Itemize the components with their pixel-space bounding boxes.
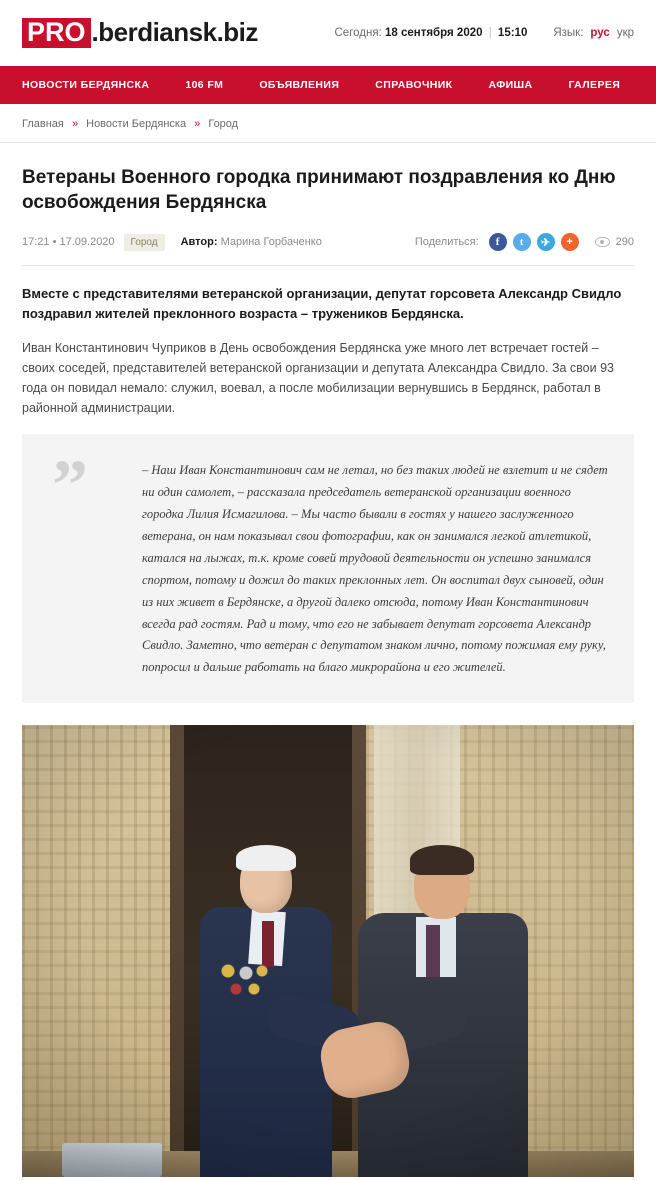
header-right bbox=[335, 27, 635, 39]
date-time-separator: | bbox=[488, 27, 492, 39]
view-counter bbox=[595, 236, 634, 248]
language-switcher[interactable] bbox=[553, 27, 634, 39]
nav-item-directory[interactable]: СПРАВОЧНИК bbox=[375, 79, 453, 91]
time-value: 15:10 bbox=[497, 27, 528, 39]
article-paragraph-1: Иван Константинович Чуприков в День освобождения Бердянска уже много лет встречает гостей – своих соседей, представителей ветеранской организации и депутата Александра Свидло. За свои 93 года он повидал немало: служил, воевал, а после мобилизации вернувшись в Бердянск, работал в районной администрации. bbox=[22, 341, 614, 416]
article-meta bbox=[22, 233, 634, 266]
breadcrumb bbox=[0, 104, 656, 143]
logo-domain-text: .berdiansk.biz bbox=[91, 17, 258, 47]
author-name: Марина Горбаченко bbox=[220, 236, 322, 249]
publish-datetime: 17:21 • 17.09.2020 bbox=[22, 236, 115, 249]
nav-item-gallery[interactable]: ГАЛЕРЕЯ bbox=[568, 79, 621, 91]
category-tag[interactable]: Город bbox=[124, 234, 165, 251]
twitter-share-icon[interactable]: t bbox=[513, 233, 531, 251]
quote-text: – Наш Иван Константинович сам не летал, но без таких людей не взлетит и не сядет ни один самолет, – рассказала председатель ветеранской организации военного городка Лилия Исмагилова. – Мы часто бывали в гостях у нашего заслуженного ветерана, он нам показывал свои фотографии, как он занимался легкой атлетикой, катался на лыжах, т.к. кроме совей трудовой деятельности он успешно занимался спортом, потому и дожил до таких преклонных лет. Он воспитал двух сыновей, один из них живет в Бердянске, а другой далеко отсюда, потому Иван Константинович всегда рад гостям. Рад и тому, что его не забывает депутат горсовета Александр Свидло. Заметно, что ветеран с депутатом знаком лично, потому пожимая ему руку, попросил и дальше работать на благо микрорайона и его жителей. bbox=[142, 463, 608, 675]
page-title: Ветераны Военного городка принимают поздравления ко Дню освобождения Бердянска bbox=[22, 167, 616, 214]
quote-mark-icon: ” bbox=[52, 445, 88, 526]
date-label: Сегодня: bbox=[334, 27, 382, 39]
article-lead: Вместе с представителями ветеранской организации, депутат горсовета Александр Свидло поздравил жителей преклонного возраста – тружеников Бердянска. bbox=[22, 286, 622, 322]
nav-item-ads[interactable]: ОБЪЯВЛЕНИЯ bbox=[259, 79, 340, 91]
date-value: 18 сентября 2020 bbox=[384, 27, 483, 39]
language-option-uk[interactable]: укр bbox=[616, 27, 634, 39]
more-share-icon[interactable]: + bbox=[561, 233, 579, 251]
article-photo bbox=[22, 725, 634, 1177]
current-date-block bbox=[335, 27, 528, 39]
main-navigation bbox=[0, 66, 656, 104]
photo-vignette bbox=[22, 725, 634, 1177]
pull-quote bbox=[22, 434, 634, 703]
breadcrumb-separator: » bbox=[194, 118, 201, 130]
article-author bbox=[181, 236, 322, 248]
author-label: Автор: bbox=[180, 236, 218, 249]
facebook-share-icon[interactable]: f bbox=[489, 233, 507, 251]
share-block bbox=[415, 233, 634, 251]
nav-item-afisha[interactable]: АФИША bbox=[488, 79, 533, 91]
logo-pro-mark: PRO bbox=[22, 18, 91, 48]
breadcrumb-item-home[interactable]: Главная bbox=[22, 118, 64, 130]
breadcrumb-item-news[interactable]: Новости Бердянска bbox=[86, 118, 187, 130]
site-logo[interactable] bbox=[22, 18, 258, 48]
share-label: Поделиться: bbox=[414, 236, 479, 249]
nav-item-106fm[interactable]: 106 FM bbox=[185, 79, 224, 91]
nav-item-news[interactable]: НОВОСТИ БЕРДЯНСКА bbox=[22, 79, 150, 91]
eye-icon bbox=[595, 237, 610, 247]
breadcrumb-item-current: Город bbox=[208, 118, 239, 130]
language-label: Язык: bbox=[553, 27, 584, 39]
telegram-share-icon[interactable]: ✈ bbox=[537, 233, 555, 251]
breadcrumb-separator: » bbox=[71, 118, 79, 130]
language-option-ru[interactable]: рус bbox=[590, 27, 610, 39]
site-header bbox=[0, 0, 656, 66]
view-count: 290 bbox=[615, 236, 634, 249]
article-photo-wrap bbox=[22, 725, 634, 1181]
article bbox=[0, 165, 656, 1181]
